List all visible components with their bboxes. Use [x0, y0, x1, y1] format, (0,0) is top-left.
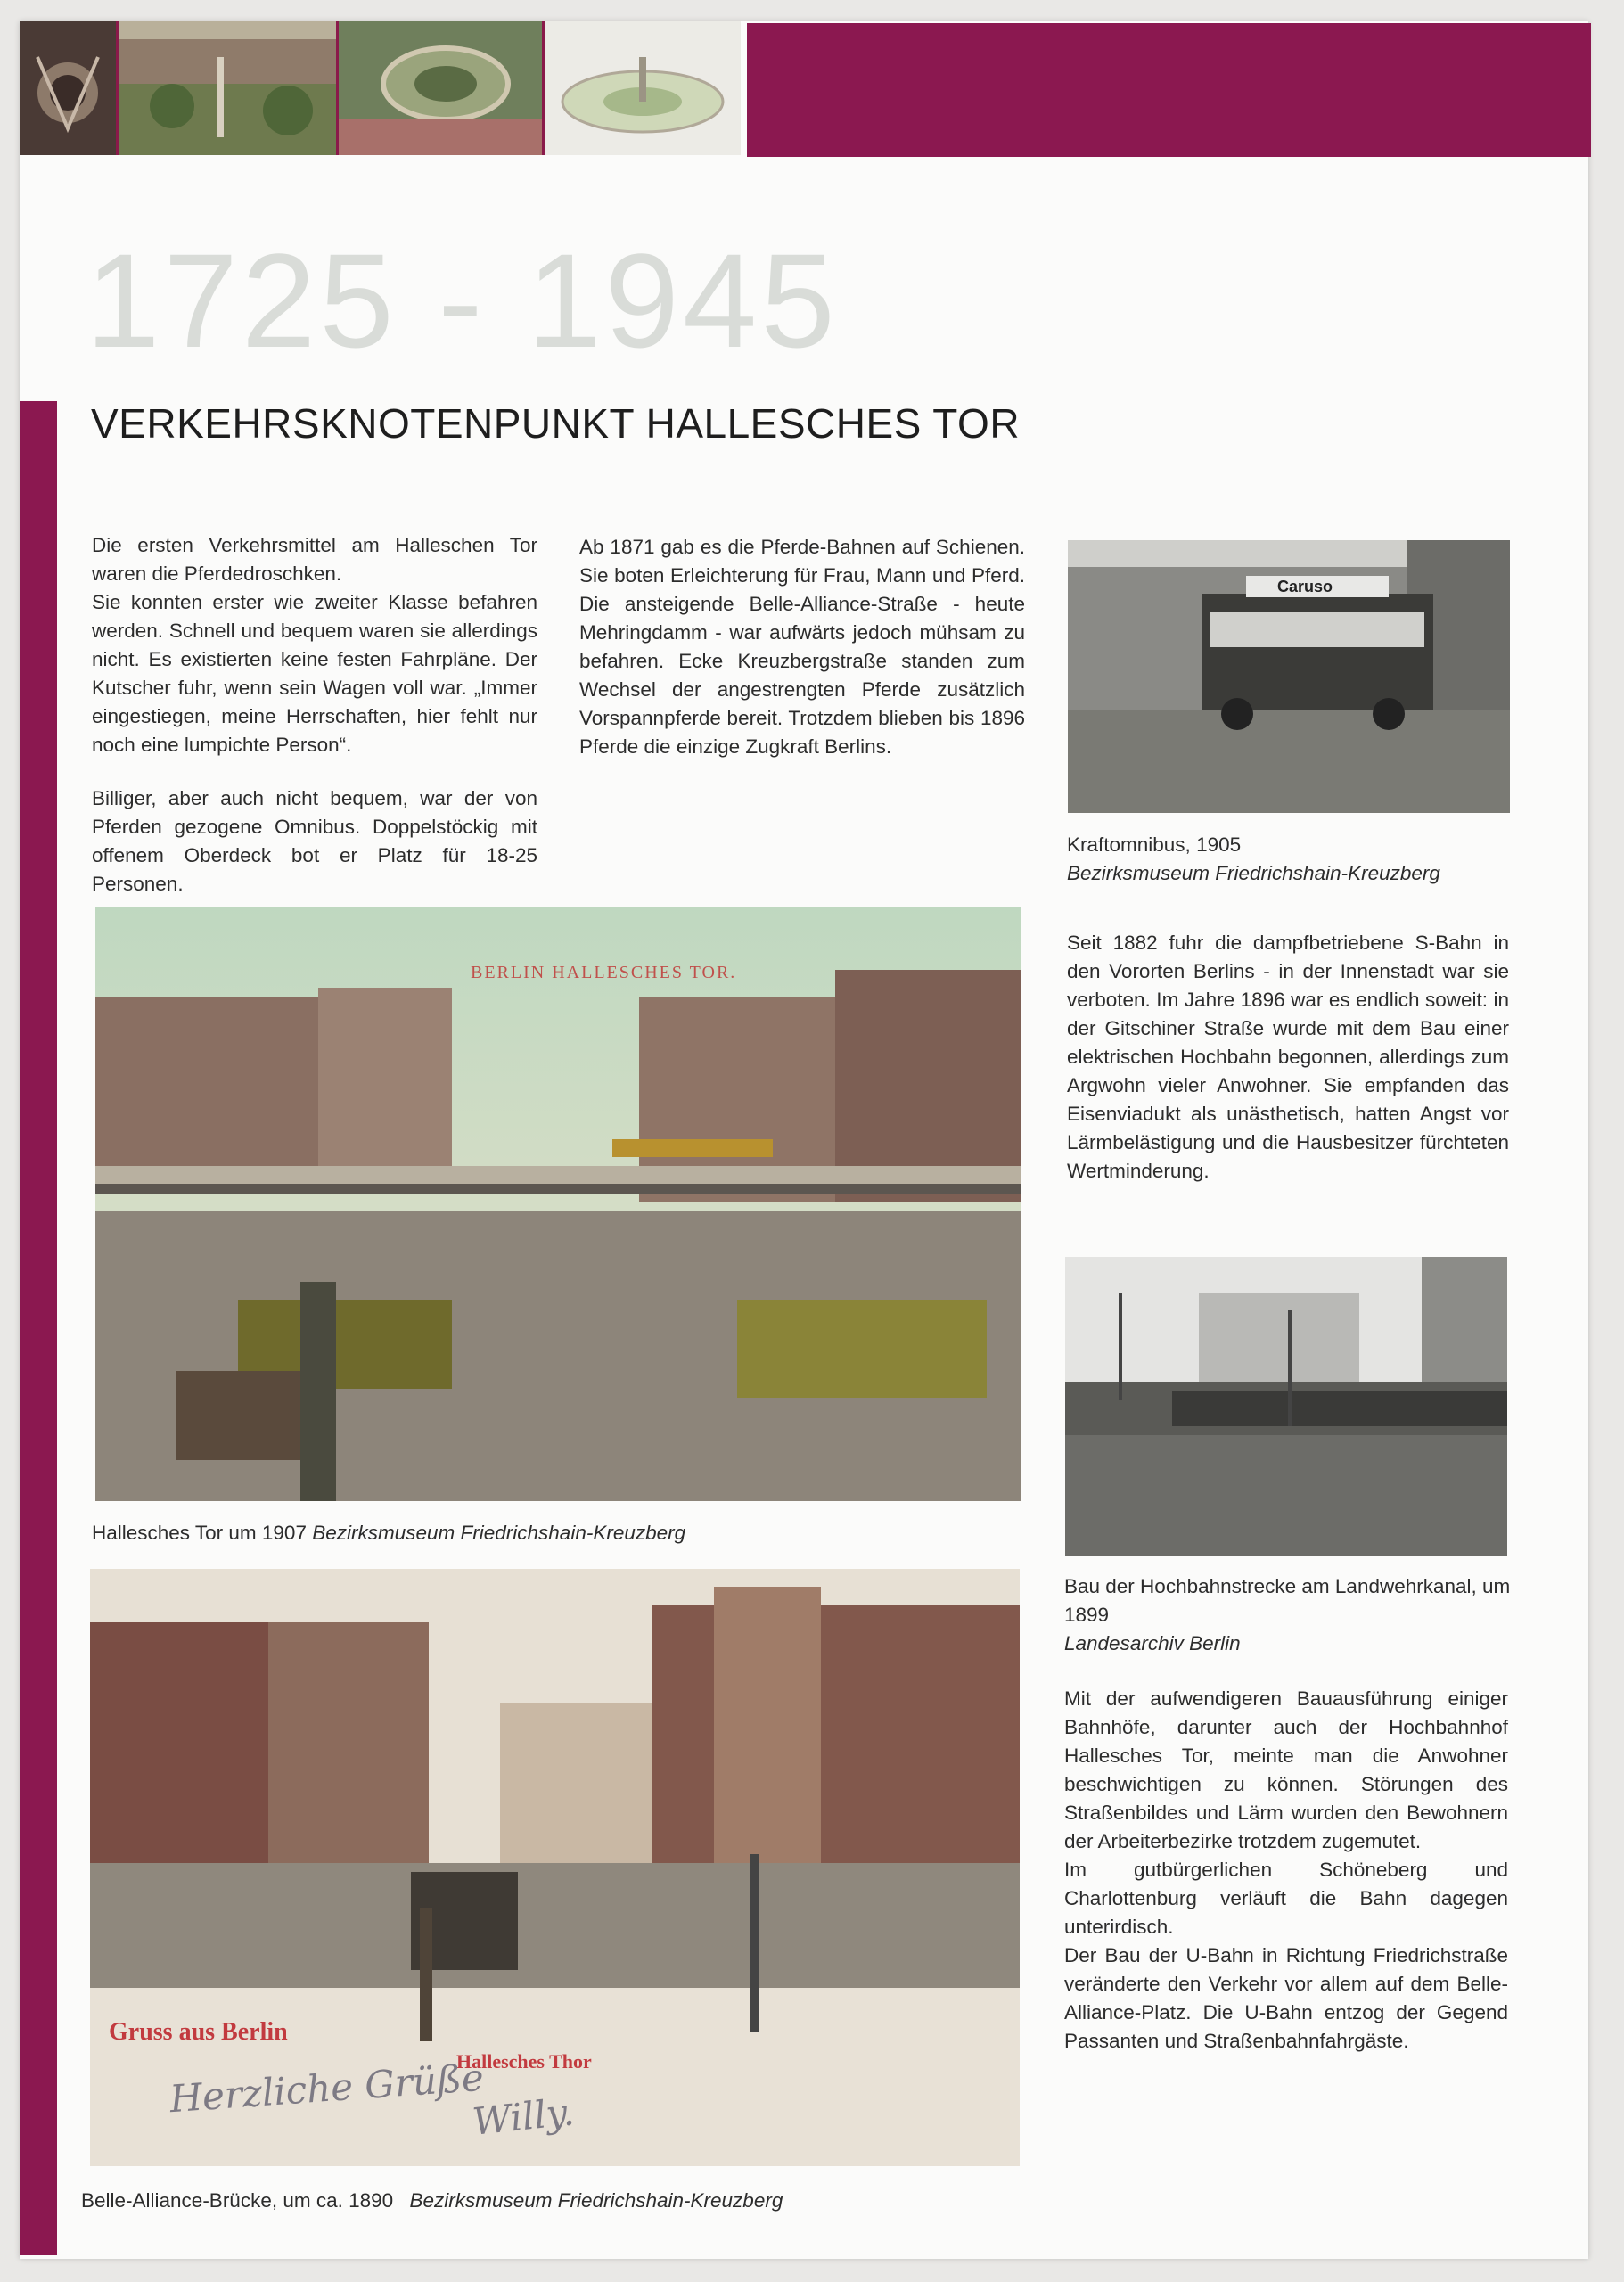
- page-title: VERKEHRSKNOTENPUNKT HALLESCHES TOR: [91, 400, 1021, 447]
- side-accent-bar: [20, 401, 57, 2255]
- caption-hochbahn-credit: Landesarchiv Berlin: [1064, 1632, 1241, 1654]
- postcard-2-place: Hallesches Thor: [456, 2050, 592, 2073]
- text-column-3-paragraph-1: Seit 1882 fuhr die dampfbetriebene S-Bahn in den Vororten Berlins - in der Innenstadt war sie verboten. Im Jahre 1896 war es endlich soweit: in der Gitschiner Straße wurde mit dem Bau einer elektrischen Hochbahn begonnen, allerdings zum Argwohn vieler Anwohner. Sie empfanden das Eisenviadukt als unästhetisch, hatten Angst vor Lärmbelästigung und die Hausbesitzer fürchteten Wertminderung.: [1067, 932, 1509, 1182]
- text-column-3-paragraph-3: Der Bau der U-Bahn in Richtung Friedrichstraße veränderte den Verkehr vor allem auf dem Belle-Alliance-Platz. Die U-Bahn entzog der Gegend Passanten und Straßenbahnfahrgäste.: [1064, 1944, 1508, 2052]
- thumbnail-square: [119, 21, 339, 155]
- caption-hallesches-tor-title: Hallesches Tor um 1907: [92, 1522, 307, 1544]
- text-column-1-paragraph-1: Die ersten Verkehrsmittel am Halleschen Tor waren die Pferdedroschken. Sie konnten erster wie zweiter Klasse befahren werden. Schnell und bequem waren sie allerdings nicht. Es existierten keine festen Fahrpläne. Der Kutscher fuhr, wenn sein Wagen voll war. „Immer eingestiegen, meine Herrschaften, hier fehlt nur noch eine lumpichte Person“.: [92, 534, 537, 756]
- caption-kraftomnibus-title: Kraftomnibus, 1905: [1067, 833, 1242, 856]
- caption-kraftomnibus-credit: Bezirksmuseum Friedrichshain-Kreuzberg: [1067, 862, 1440, 884]
- postcard-2-handwriting-greeting: Herzliche Grüße: [168, 2055, 486, 2122]
- thumbnail-aerial: [339, 21, 545, 155]
- caption-hallesches-tor: [92, 1519, 1019, 1547]
- postcard-2-handwriting-signature: Willy.: [470, 2089, 577, 2144]
- top-thumbnail-strip: [20, 21, 741, 155]
- photo-hallesches-tor-1907: [95, 907, 1021, 1501]
- caption-belle-alliance-bruecke: [81, 2187, 1026, 2215]
- caption-hochbahn-title: Bau der Hochbahnstrecke am Landwehrkanal, um 1899: [1064, 1575, 1511, 1626]
- caption-hallesches-tor-credit: Bezirksmuseum Friedrichshain-Kreuzberg: [312, 1522, 686, 1544]
- caption-bruecke-credit: Bezirksmuseum Friedrichshain-Kreuzberg: [409, 2189, 783, 2212]
- thumbnail-sketch: [545, 21, 741, 155]
- text-column-1-paragraph-2: Billiger, aber auch nicht bequem, war der von Pferden gezogene Omnibus. Doppelstöckig mit offenem Oberdeck bot er Platz für 18-25 Personen.: [92, 787, 537, 895]
- photo-kraftomnibus: [1068, 540, 1510, 813]
- omnibus-ad-sign: Caruso: [1277, 578, 1333, 595]
- text-column-2-paragraph-1: Ab 1871 gab es die Pferde-Bahnen auf Schienen. Sie boten Erleichterung für Frau, Mann und Pferd. Die ansteigende Belle-Alliance-Straße - heute Mehringdamm - war aufwärts jedoch mühsam zu befahren. Ecke Kreuzbergstraße standen zum Wechsel der angestrengten Pferde zusätzlich Vorspannpferde bereit. Trotzdem blieben bis 1896 Pferde die einzige Zugkraft Berlins.: [579, 536, 1025, 758]
- caption-hochbahn: [1064, 1572, 1528, 1658]
- thumbnail-emblem: [20, 21, 119, 155]
- postcard-2-greeting: Gruss aus Berlin: [109, 2018, 288, 2046]
- caption-kraftomnibus: [1067, 831, 1530, 888]
- header-accent-bar: [747, 23, 1591, 157]
- years-heading: 1725 - 1945: [86, 226, 839, 375]
- text-column-3-paragraph-2: Mit der aufwendigeren Bauausführung einiger Bahnhöfe, darunter auch der Hochbahnhof Hallesches Tor, meinte man die Anwohner beschwichtigen zu können. Störungen des Straßenbildes und Lärm wurden den Bewohnern der Arbeiterbezirke trotzdem zugemutet. Im gutbürgerlichen Schöneberg und Charlottenburg verläuft die Bahn dagegen unterirdisch.: [1064, 1687, 1508, 1938]
- caption-bruecke-title: Belle-Alliance-Brücke, um ca. 1890: [81, 2189, 394, 2212]
- postcard-1-title: BERLIN HALLESCHES TOR.: [471, 963, 737, 982]
- photo-hochbahn-landwehrkanal: [1065, 1257, 1507, 1556]
